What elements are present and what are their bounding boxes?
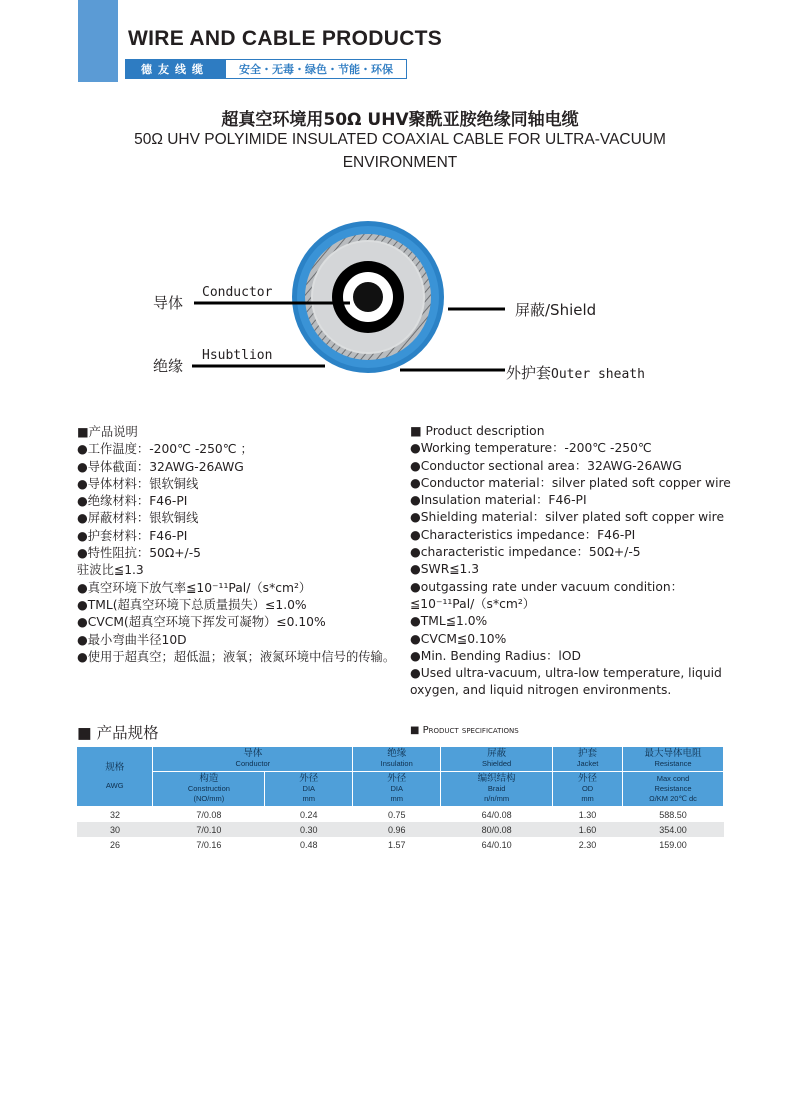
tagline-slogan: 安全・无毒・绿色・节能・环保 — [225, 59, 407, 79]
conductor-core — [353, 282, 383, 312]
list-item: ●Insulation material：F46-PI — [410, 493, 587, 508]
list-item: ●Shielding material：silver plated soft copper wire — [410, 510, 725, 525]
cell-od: 2.30 — [578, 839, 597, 850]
cell-construction: 7/0.10 — [153, 822, 265, 837]
table-subheader-row — [77, 772, 724, 807]
list-item: ●真空环境下放气率≦10⁻¹¹Pal/（s*cm²） — [77, 580, 312, 595]
header-shield — [441, 747, 553, 772]
header-construction-unit: (NO/mm) — [193, 794, 225, 803]
cell-insulation-dia: 0.75 — [387, 809, 406, 820]
header-braid-unit: n/n/mm — [484, 794, 510, 803]
table-header-row — [77, 747, 724, 772]
header-jacket-en: Jacket — [576, 759, 599, 768]
header-braid-en: Braid — [487, 784, 506, 793]
table-row — [77, 837, 724, 852]
cell-insulation-dia: 0.96 — [353, 822, 441, 837]
cell-awg: 32 — [109, 809, 120, 820]
cell-awg: 30 — [77, 822, 153, 837]
label-insulation-en: Hsubtlion — [202, 348, 273, 363]
header-shield-cn: 屏蔽 — [487, 748, 507, 759]
cell-awg: 26 — [109, 839, 120, 850]
list-item: ●TML(超真空环境下总质量损失）≤1.0% — [77, 597, 307, 612]
cell-conductor-dia: 0.30 — [265, 822, 353, 837]
label-outer-sheath-en: Outer sheath — [551, 367, 645, 382]
list-item: ●导体截面：32AWG-26AWG — [77, 459, 244, 474]
cell-conductor-dia: 0.48 — [300, 839, 318, 850]
list-item: ●Used ultra-vacuum, ultra-low temperature, liquid oxygen, and liquid nitrogen environments. — [410, 666, 722, 698]
header-conductor-dia-en: DIA — [302, 784, 316, 793]
header-construction-en: Construction — [187, 784, 230, 793]
header-insulation-dia-cn: 外径 — [387, 773, 407, 784]
brand-title: WIRE AND CABLE PRODUCTS — [128, 27, 443, 50]
cell-od: 1.30 — [578, 809, 597, 820]
label-shield: 屏蔽/Shield — [515, 301, 597, 319]
cell-construction: 7/0.16 — [196, 839, 222, 850]
header-insulation-dia — [353, 772, 441, 807]
list-item: ●工作温度：-200℃ -250℃ ； — [77, 442, 253, 457]
list-item: ●Conductor material：silver plated soft copper wire — [410, 475, 731, 490]
header-construction-cn: 构造 — [199, 773, 219, 784]
list-item: ●护套材料：F46-PI — [77, 528, 188, 543]
cable-cross-section-figure — [0, 210, 800, 390]
header-jacket — [553, 747, 623, 772]
header-conductor-en: Conductor — [235, 759, 271, 768]
header-shield-en: Shielded — [482, 759, 512, 768]
list-item: ●Characteristics impedance：F46-PI — [410, 527, 636, 542]
header-braid — [441, 772, 553, 807]
list-item: ●Conductor sectional area：32AWG-26AWG — [410, 458, 682, 473]
label-outer-sheath-cn: 外护套 — [506, 364, 552, 382]
header-insulation-en: Insulation — [380, 759, 413, 768]
cell-resistance: 588.50 — [659, 809, 687, 820]
spec-heading-en: ■ Product specifications — [410, 725, 519, 736]
header-od-unit: mm — [581, 794, 594, 803]
label-insulation-cn: 绝缘 — [153, 357, 184, 375]
list-item: ●Working temperature：-200℃ -250℃ — [410, 441, 652, 456]
header-insulation-dia-en: DIA — [390, 784, 403, 793]
cell-resistance: 354.00 — [623, 822, 724, 837]
header-conductor-dia — [265, 772, 353, 807]
list-item: ●characteristic impedance：50Ω+/-5 — [410, 545, 641, 560]
header-od-cn: 外径 — [578, 773, 598, 784]
header-conductor-dia-unit: mm — [302, 794, 316, 803]
product-title-cn: 超真空环境用50Ω UHV聚酰亚胺绝缘同轴电缆 — [221, 110, 579, 130]
header-od — [553, 772, 623, 807]
list-item: ●SWR≦1.3 — [410, 562, 480, 577]
label-conductor-cn: 导体 — [153, 294, 184, 312]
header-resistance-cn: 最大导体电阻 — [644, 748, 702, 759]
header-conductor-dia-cn: 外径 — [299, 773, 319, 784]
header-braid-cn: 编织结构 — [477, 773, 516, 784]
list-item: ●Min. Bending Radius：lOD — [410, 648, 581, 663]
spec-table — [77, 747, 724, 852]
cable-cross-section-diagram — [0, 210, 800, 390]
header-accent-bar — [78, 0, 118, 82]
description-en-heading: ■ Product description — [410, 424, 545, 438]
header-jacket-cn: 护套 — [578, 748, 598, 759]
header-insulation-cn: 绝缘 — [387, 748, 407, 759]
cell-braid: 64/0.10 — [481, 839, 512, 850]
cell-braid: 64/0.08 — [481, 809, 512, 820]
description-cn — [77, 424, 399, 666]
product-title-en: 50Ω UHV POLYIMIDE INSULATED COAXIAL CABLE FOR ULTRA-VACUUM ENVIRONMENT — [134, 131, 666, 171]
header-size — [77, 747, 153, 807]
header-max-resistance-sub1: Max cond — [656, 774, 690, 783]
list-item: ●导体材料：银软铜线 — [77, 476, 199, 491]
tagline-brand: 德友线缆 — [125, 59, 225, 79]
header-size-en: AWG — [105, 780, 124, 790]
list-item: ●CVCM(超真空环境下挥发可凝物）≤0.10% — [77, 615, 326, 630]
header-resistance-en: Resistance — [654, 759, 692, 768]
header-od-en: OD — [581, 784, 594, 793]
header-max-resistance-sub2: Resistance — [654, 784, 692, 793]
header-max-resistance — [623, 772, 724, 807]
list-item: 驻波比≦1.3 — [77, 563, 144, 578]
cell-braid: 80/0.08 — [441, 822, 553, 837]
cell-construction: 7/0.08 — [196, 809, 222, 820]
header-max-resistance-unit: Ω/KM 20℃ dc — [649, 794, 697, 803]
header-construction — [153, 772, 265, 807]
list-item: ●绝缘材料：F46-PI — [77, 494, 188, 509]
list-item: ●TML≦1.0% — [410, 614, 488, 629]
header-resistance — [623, 747, 724, 772]
header-insulation — [353, 747, 441, 772]
header-insulation-dia-unit: mm — [390, 794, 403, 803]
header-size-cn: 规格 — [105, 761, 125, 773]
list-item: ●最小弯曲半径10D — [77, 632, 187, 647]
header-conductor-cn: 导体 — [243, 748, 263, 759]
description-cn-heading: ■产品说明 — [77, 425, 138, 439]
description-en — [410, 423, 730, 700]
table-row — [77, 822, 724, 837]
cell-conductor-dia: 0.24 — [300, 809, 318, 820]
list-item: ●屏蔽材料：银软铜线 — [77, 511, 199, 526]
label-conductor-en: Conductor — [202, 285, 273, 300]
list-item: ●特性阻抗：50Ω+/-5 — [77, 546, 201, 561]
label-outer-sheath — [506, 362, 645, 383]
list-item: ●CVCM≦0.10% — [410, 631, 507, 646]
table-row — [77, 807, 724, 823]
cell-insulation-dia: 1.57 — [387, 839, 406, 850]
list-item: ●使用于超真空；超低温；液氧；液氮环境中信号的传输。 — [77, 649, 396, 664]
list-item: ●outgassing rate under vacuum condition：≦10⁻¹¹Pal/（s*cm²） — [410, 579, 683, 611]
spec-heading-cn: ■ 产品规格 — [77, 724, 159, 742]
tagline — [125, 59, 407, 79]
header-conductor — [153, 747, 353, 772]
cell-od: 1.60 — [553, 822, 623, 837]
cell-resistance: 159.00 — [659, 839, 687, 850]
